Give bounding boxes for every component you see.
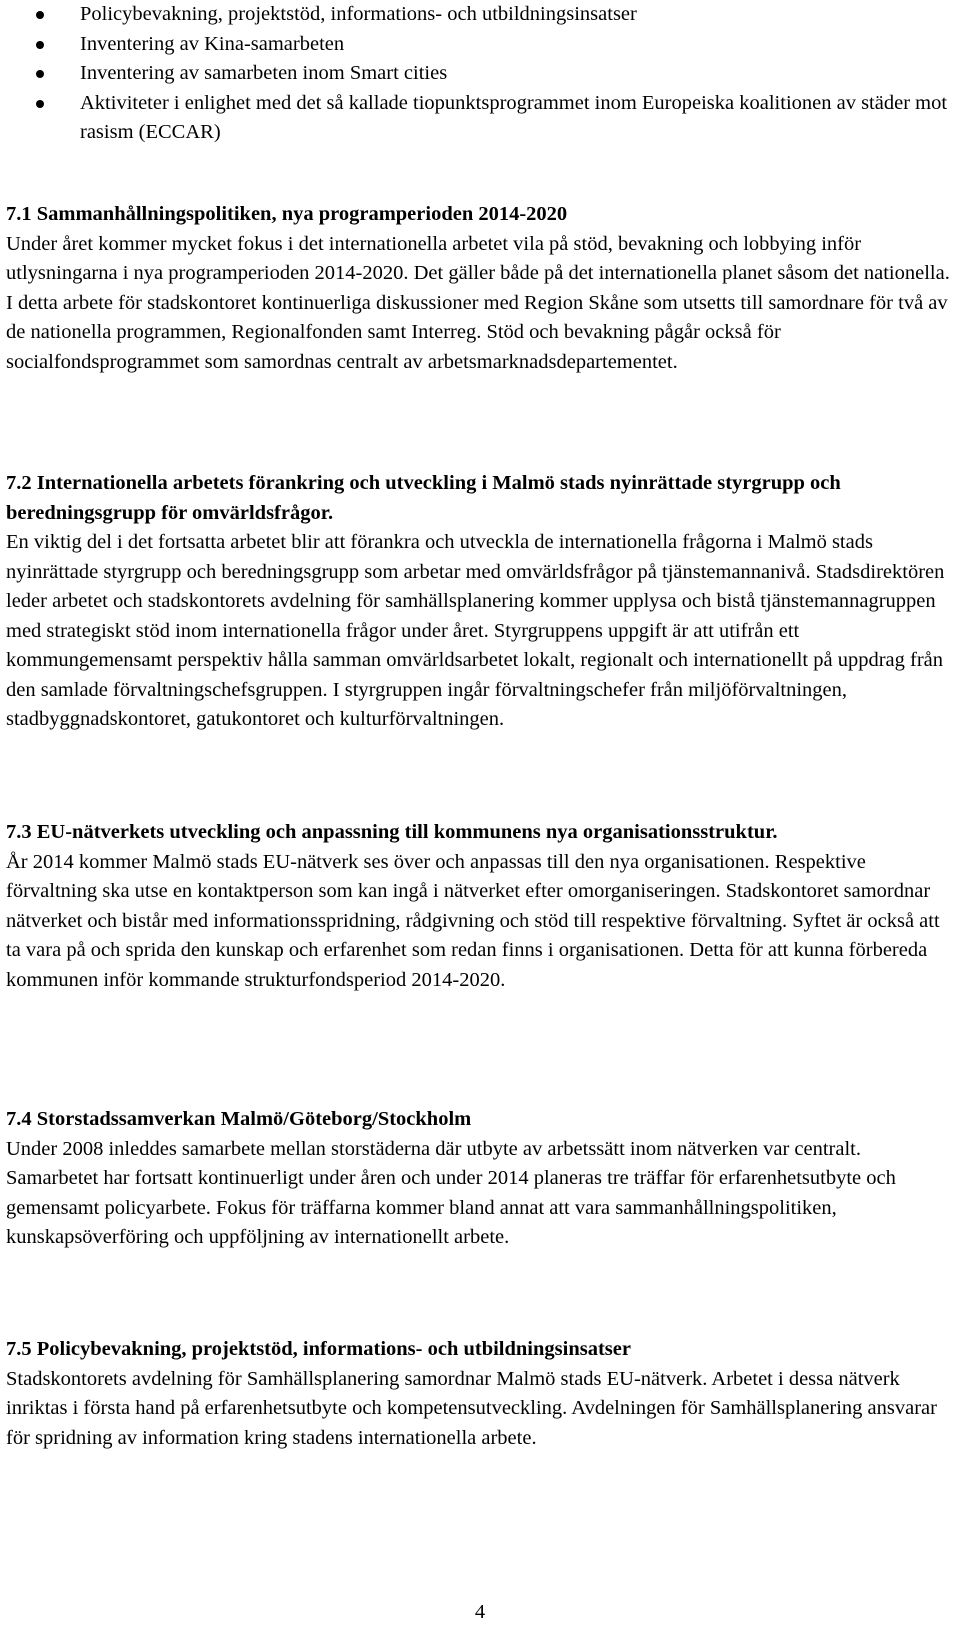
bullet-icon [36,100,44,108]
section-body: Stadskontorets avdelning för Samhällsplanering samordnar Malmö stads EU-nätverk. Arbetet i dessa nätverk inriktas i första hand på erfarenhetsutbyte och kompetensutveckling. Avdelningen för Samhällsplanering ansvarar för spridning av information kring stadens internationella arbete. [6,1367,937,1449]
bullet-list [6,0,954,148]
section-heading: 7.1 Sammanhållningspolitiken, nya programperioden 2014-2020 [6,203,568,225]
page-number: 4 [474,1601,486,1623]
section-body: Under året kommer mycket fokus i det internationella arbetet vila på stöd, bevakning och lobbying inför utlysningarna i nya programperioden 2014-2020. Det gäller både på det internationella planet såsom det nationella. I detta arbete för stadskontoret kontinuerliga diskussioner med Region Skåne som utsetts till samordnare för två av de nationella programmen, Regionalfonden samt Interreg. Stöd och bevakning pågår också för socialfondsprogrammet som samordnas centralt av arbetsmarknadsdepartementet. [6,232,950,373]
section-body: En viktig del i det fortsatta arbetet blir att förankra och utveckla de internationella frågorna i Malmö stads nyinrättade styrgrupp och beredningsgrupp som arbetar med omvärldsfrågor på tjänstemannanivå. Stadsdirektören leder arbetet och stadskontorets avdelning för samhällsplanering kommer upplysa och bistå tjänstemannagruppen med strategiskt stöd inom internationella frågor under året. Styrgruppens uppgift är att utifrån ett kommungemensamt perspektiv hålla samman omvärldsarbetet lokalt, regionalt och internationellt på uppdrag från den samlade förvaltningschefsgruppen. I styrgruppen ingår förvaltningschefer från miljöförvaltningen, stadbyggnadskontoret, gatukontoret och kulturförvaltningen. [6,531,945,730]
bullet-text: Inventering av Kina-samarbeten [80,32,345,55]
section-7-2 [6,469,954,735]
document-page [6,0,954,1623]
section-body: År 2014 kommer Malmö stads EU-nätverk ses över och anpassas till den nya organisationen. Respektive förvaltning ska utse en kontaktperson som kan ingå i nätverket efter omorganiseringen. Stadskontoret samordnar nätverket och bistår med informationsspridning, rådgivning och stöd till respektive förvaltning. Syftet är också att ta vara på och sprida den kunskap och erfarenhet som redan finns i organisationen. Detta för att kunna förbereda kommunen inför kommande strukturfondsperiod 2014-2020. [6,850,940,991]
section-7-1 [6,200,954,377]
bullet-item [6,89,954,148]
section-heading: 7.2 Internationella arbetets förankring och utveckling i Malmö stads nyinrättade styrgrupp och beredningsgrupp för omvärldsfrågor. [6,472,841,524]
bullet-item [6,59,954,89]
section-heading: 7.5 Policybevakning, projektstöd, informations- och utbildningsinsatser [6,1338,631,1360]
section-7-3 [6,818,954,995]
bullet-icon [36,70,44,78]
bullet-text: Inventering av samarbeten inom Smart cities [80,62,448,84]
section-7-4 [6,1105,954,1253]
section-body: Under 2008 inleddes samarbete mellan storstäderna där utbyte av arbetssätt inom nätverken var centralt. Samarbetet har fortsatt kontinuerligt under åren och under 2014 planeras tre träffar för erfarenhetsutbyte och gemensamt policyarbete. Fokus för träffarna kommer bland annat att vara sammanhållningspolitiken, kunskapsöverföring och uppföljning av internationellt arbete. [6,1137,896,1248]
bullet-text: Policybevakning, projektstöd, informations- och utbildningsinsatser [80,3,637,25]
bullet-text: Aktiviteter i enlighet med det så kallade tiopunktsprogrammet inom Europeiska koalitionen av städer mot rasism (ECCAR) [80,91,948,143]
bullet-item [6,0,954,30]
bullet-item [6,30,954,60]
bullet-icon [36,11,44,19]
section-heading: 7.3 EU-nätverkets utveckling och anpassning till kommunens nya organisationsstruktur. [6,821,778,843]
section-heading: 7.4 Storstadssamverkan Malmö/Göteborg/Stockholm [6,1108,472,1130]
section-7-5 [6,1335,954,1453]
bullet-icon [36,41,44,49]
